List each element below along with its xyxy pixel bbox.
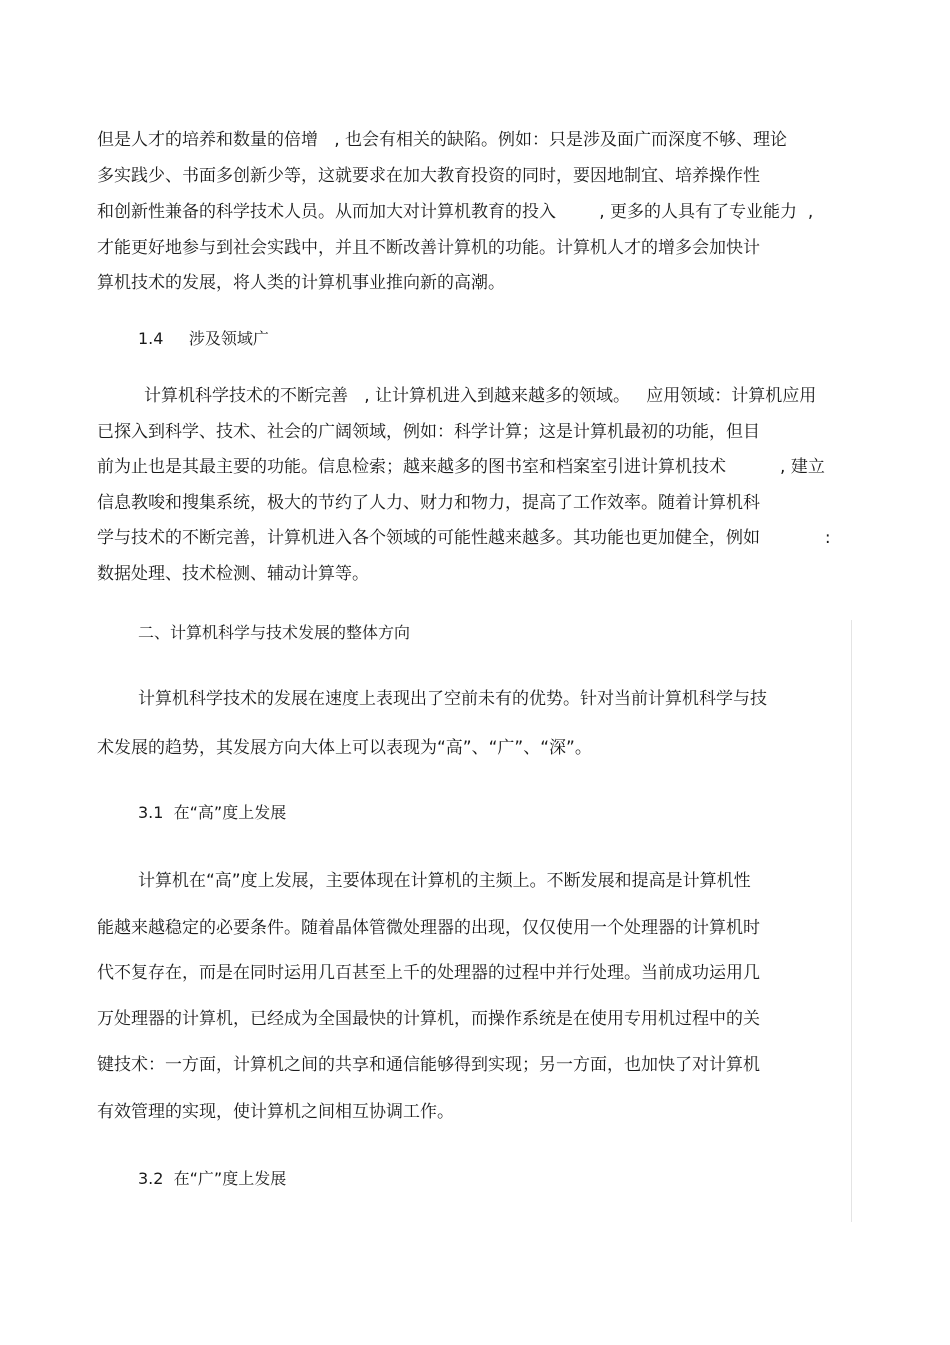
text-line: 代不复存在，而是在同时运用几百甚至上千的处理器的过程中并行处理。当前成功运用几 bbox=[97, 963, 760, 983]
text-line: 但是人才的培养和数量的倍增 , 也会有相关的缺陷。例如：只是涉及面广而深度不够、理论 bbox=[97, 130, 788, 150]
section-heading-2: 二、计算机科学与技术发展的整体方向 bbox=[138, 623, 411, 642]
text-line: 已探入到科学、技术、社会的广阔领域，例如：科学计算；这是计算机最初的功能，但目 bbox=[97, 422, 760, 442]
text-line: 万处理器的计算机，已经成为全国最快的计算机，而操作系统是在使用专用机过程中的关 bbox=[97, 1009, 760, 1029]
section-heading-3-2: 3.2 在“广”度上发展 bbox=[138, 1169, 287, 1188]
text-line: 数据处理、技术检测、辅动计算等。 bbox=[97, 564, 369, 584]
section-heading-1-4: 1.4 涉及领域广 bbox=[138, 329, 269, 348]
text-line: 有效管理的实现，使计算机之间相互协调工作。 bbox=[97, 1102, 454, 1122]
text-line: 术发展的趋势，其发展方向大体上可以表现为“高”、“广”、“深”。 bbox=[97, 738, 592, 758]
text-line: 算机技术的发展，将人类的计算机事业推向新的高潮。 bbox=[97, 273, 505, 293]
text-line: 前为止也是其最主要的功能。信息检索；越来越多的图书室和档案室引进计算机技术 , 建立 bbox=[97, 457, 825, 477]
text-line: 才能更好地参与到社会实践中，并且不断改善计算机的功能。计算机人才的增多会加快计 bbox=[97, 238, 760, 258]
text-line: 计算机在“高”度上发展，主要体现在计算机的主频上。不断发展和提高是计算机性 bbox=[138, 871, 751, 891]
text-line: 键技术：一方面，计算机之间的共享和通信能够得到实现；另一方面，也加快了对计算机 bbox=[97, 1055, 760, 1075]
text-line: 学与技术的不断完善，计算机进入各个领域的可能性越来越多。其功能也更加健全，例如 : bbox=[97, 528, 831, 548]
section-heading-3-1: 3.1 在“高”度上发展 bbox=[138, 803, 287, 822]
text-line: 和创新性兼备的科学技术人员。从而加大对计算机教育的投入 , 更多的人具有了专业能力 , bbox=[97, 202, 814, 222]
text-line: 信息教唆和搜集系统，极大的节约了人力、财力和物力，提高了工作效率。随着计算机科 bbox=[97, 493, 760, 513]
text-line: 能越来越稳定的必要条件。随着晶体管微处理器的出现，仅仅使用一个处理器的计算机时 bbox=[97, 918, 760, 938]
right-margin-rule bbox=[851, 620, 852, 1222]
text-line: 多实践少、书面多创新少等，这就要求在加大教育投资的同时，要因地制宜、培养操作性 bbox=[97, 166, 760, 186]
text-line: 计算机科学技术的不断完善 , 让计算机进入到越来越多的领域。 应用领域：计算机应用 bbox=[144, 386, 817, 406]
text-line: 计算机科学技术的发展在速度上表现出了空前未有的优势。针对当前计算机科学与技 bbox=[138, 689, 767, 709]
